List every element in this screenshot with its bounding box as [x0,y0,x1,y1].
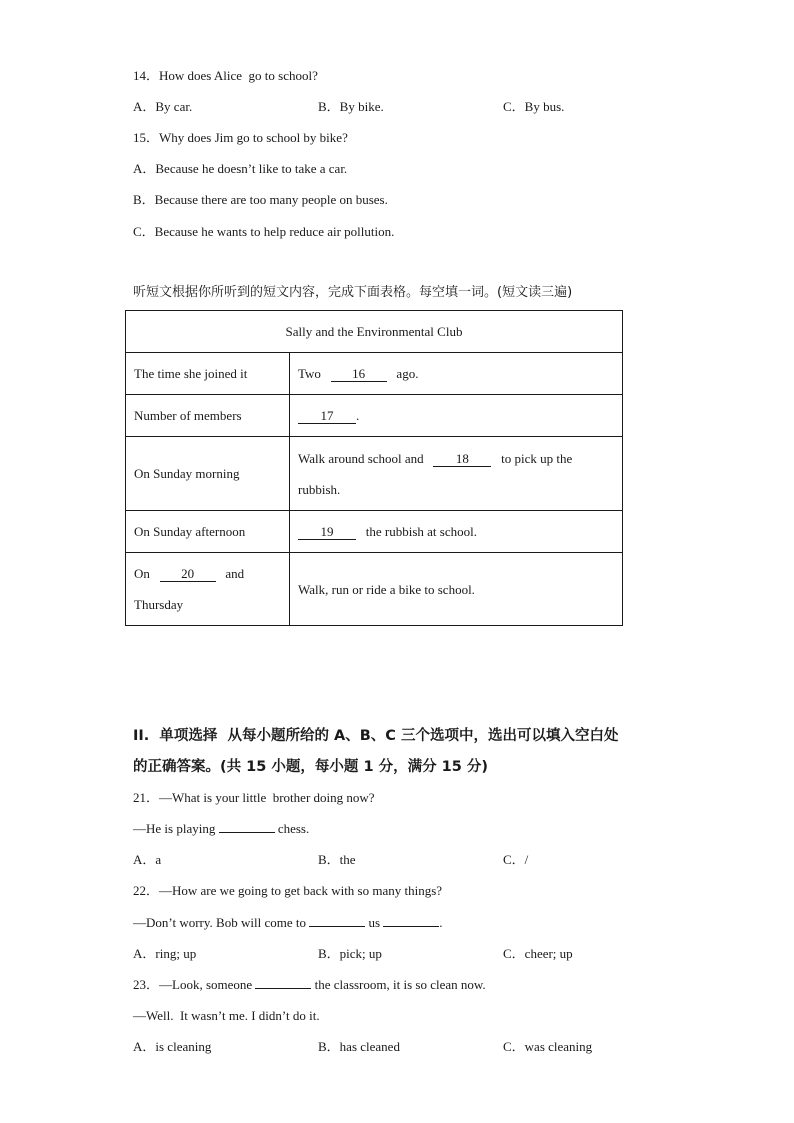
table-instruction: 听短文根据你所听到的短文内容，完成下面表格。每空填一词。(短文读三遍) [133,285,573,300]
q23-option-a: A．is cleaning [133,1039,212,1054]
row-text: rubbish. [298,481,341,497]
row-text: the rubbish at school. [365,524,477,539]
question-23 [133,977,486,993]
row-text: Two [298,366,321,381]
q15-option-c: C．Because he wants to help reduce air pollution. [133,224,395,239]
blank-18: 18 [433,451,491,467]
row-label-members: Number of members [126,395,290,437]
q23-option-b: B．has cleaned [318,1039,400,1054]
question-14: 14．How does Alice go to school? [133,68,318,83]
answer-blank [255,977,311,989]
row-text: to pick up the [501,450,573,466]
q22-text: . [439,915,443,930]
q14-option-a: A．By car. [133,99,193,114]
row-text: Walk around school and [298,450,424,466]
row-text: . [356,408,360,423]
q21-option-c: C．/ [503,852,529,867]
question-15: 15．Why does Jim go to school by bike? [133,130,348,145]
row-content-sunday-morning [290,437,623,511]
q23-text: the classroom, it is so clean now. [314,977,486,992]
row-label-sunday-morning: On Sunday morning [126,437,290,511]
answer-blank [219,821,275,833]
question-23-line2: —Well. It wasn’t me. I didn’t do it. [133,1008,320,1023]
q21-option-b: B．the [318,852,356,867]
row-content-sunday-afternoon [290,511,623,553]
row-text: Thursday [134,597,184,612]
blank-17: 17 [298,408,356,424]
q22-text: —Don’t worry. Bob will come to [133,915,306,930]
q23-text: 23．—Look, someone [133,977,253,992]
table-title: Sally and the Environmental Club [126,311,623,353]
q22-option-c: C．cheer; up [503,946,573,961]
question-21-line2 [133,821,309,837]
row-text: and [225,566,245,581]
answer-blank [383,915,439,927]
q22-option-a: A．ring; up [133,946,197,961]
row-label-joined: The time she joined it [126,353,290,395]
section-heading-line2: 的正确答案。(共 15 小题，每小题 1 分，满分 15 分) [133,759,488,775]
row-text: On [134,566,150,581]
row-content-members [290,395,623,437]
info-table [125,310,623,626]
row-label-weekday [126,553,290,626]
row-content-weekday: Walk, run or ride a bike to school. [290,553,623,626]
q15-option-b: B．Because there are too many people on buses. [133,192,388,207]
q21-text: —He is playing [133,821,216,836]
q15-option-a: A．Because he doesn’t like to take a car. [133,161,348,176]
q14-option-c: C．By bus. [503,99,565,114]
row-content-joined [290,353,623,395]
q22-text: us [368,915,381,930]
q22-option-b: B．pick; up [318,946,382,961]
question-22-line2 [133,915,443,931]
q14-option-b: B．By bike. [318,99,384,114]
blank-20: 20 [160,566,216,582]
blank-19: 19 [298,524,356,540]
row-text: ago. [396,366,419,381]
row-label-sunday-afternoon: On Sunday afternoon [126,511,290,553]
question-22: 22．—How are we going to get back with so many things? [133,883,443,898]
q21-option-a: A．a [133,852,162,867]
section-heading-line1: II. 单项选择 从每小题所给的 A、B、C 三个选项中，选出可以填入空白处 [133,728,619,744]
question-21: 21．—What is your little brother doing now? [133,790,375,805]
q21-text: chess. [277,821,310,836]
blank-16: 16 [331,366,387,382]
q23-option-c: C．was cleaning [503,1039,593,1054]
answer-blank [309,915,365,927]
